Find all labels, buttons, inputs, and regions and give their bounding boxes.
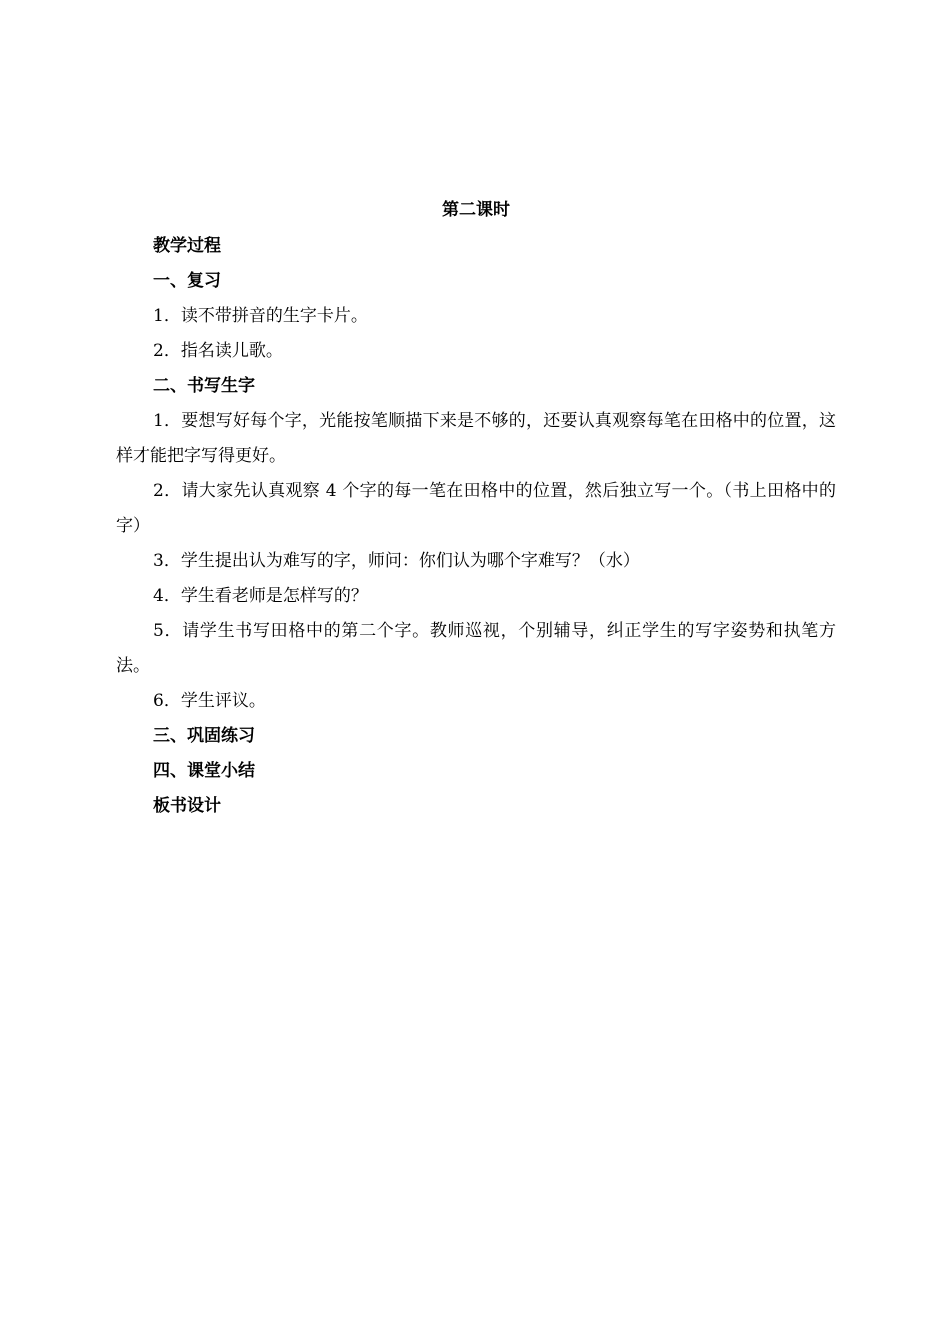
part2-heading: 二、书写生字 bbox=[153, 376, 255, 396]
document-page bbox=[116, 192, 836, 824]
part2-item-1: 1．要想写好每个字，光能按笔顺描下来是不够的，还要认真观察每笔在田格中的位置，这样才能把字写得更好。 bbox=[116, 411, 836, 466]
part1-item-1: 1．读不带拼音的生字卡片。 bbox=[153, 306, 368, 326]
section-heading-process: 教学过程 bbox=[153, 236, 221, 256]
part2-item-6: 6．学生评议。 bbox=[153, 691, 266, 711]
part2-item-4: 4．学生看老师是怎样写的？ bbox=[153, 586, 368, 606]
part2-item-3: 3．学生提出认为难写的字，师问：你们认为哪个字难写？（水） bbox=[153, 551, 640, 571]
part2-item-5: 5．请学生书写田格中的第二个字。教师巡视，个别辅导，纠正学生的写字姿势和执笔方法。 bbox=[116, 621, 836, 676]
part4-heading: 四、课堂小结 bbox=[153, 761, 255, 781]
page-title: 第二课时 bbox=[442, 200, 510, 220]
board-design-heading: 板书设计 bbox=[153, 796, 221, 816]
part2-item-2: 2．请大家先认真观察 4 个字的每一笔在田格中的位置，然后独立写一个。（书上田格中的字） bbox=[116, 481, 836, 536]
part1-heading: 一、复习 bbox=[153, 271, 221, 291]
part3-heading: 三、巩固练习 bbox=[153, 726, 255, 746]
part1-item-2: 2．指名读儿歌。 bbox=[153, 341, 283, 361]
